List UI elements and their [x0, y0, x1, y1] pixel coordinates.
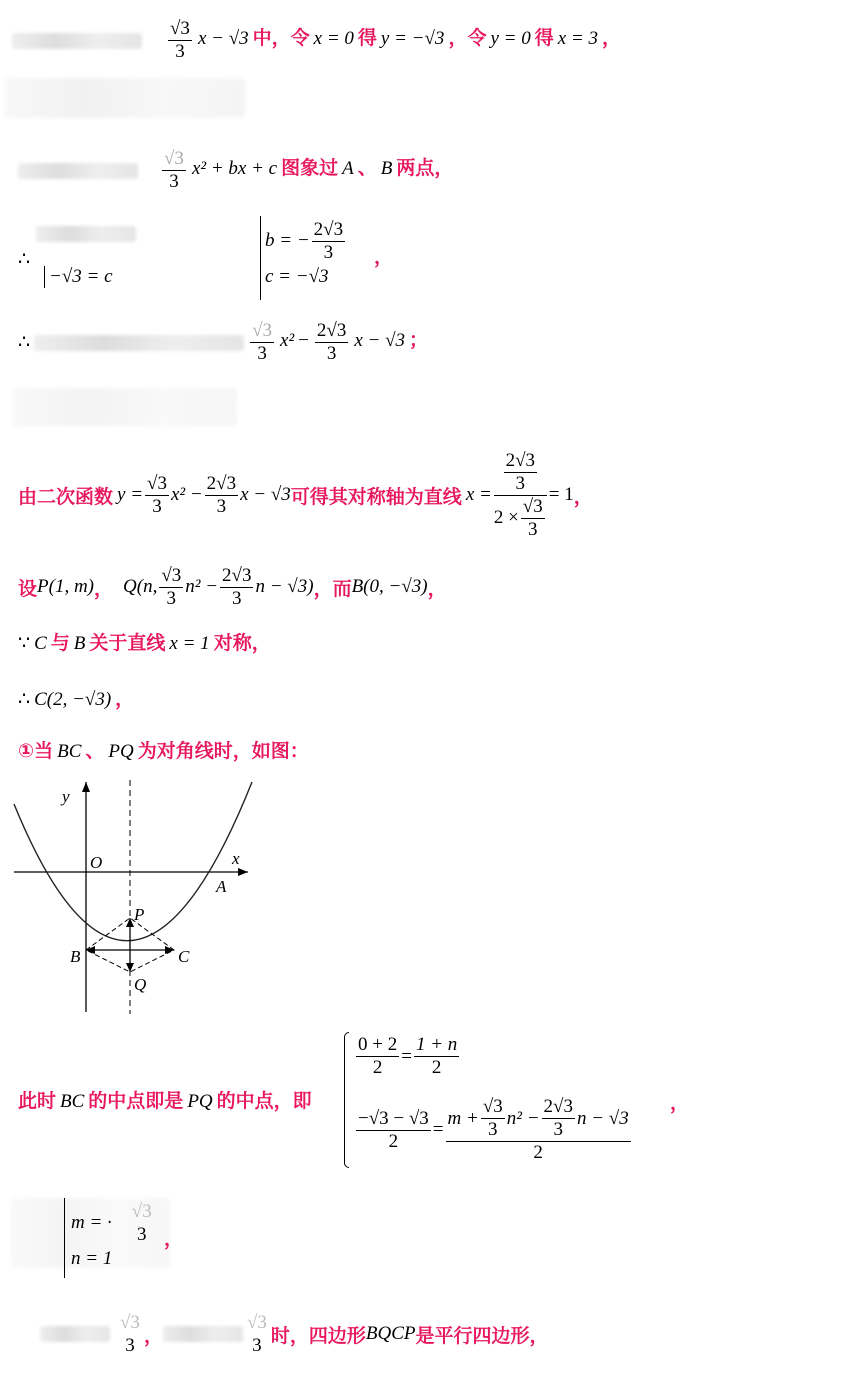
text: ，令	[448, 27, 487, 50]
text: ，	[115, 688, 135, 710]
label-x: x	[232, 849, 240, 868]
blurred-text	[163, 1326, 243, 1342]
math: BC	[57, 741, 82, 762]
arrow-p	[126, 918, 134, 927]
line-7	[18, 628, 818, 656]
math: x² −	[170, 484, 203, 505]
math: m = ·	[71, 1212, 112, 1233]
therefore: ∴	[18, 689, 31, 710]
because: ∵	[18, 633, 31, 654]
math: x² + bx + c	[191, 158, 278, 180]
compound-fraction: $\frac{2√3}{3}$ 2 × $\frac{√3}{3}$	[494, 450, 547, 541]
text: 对称，	[213, 632, 271, 654]
math: x − √3	[240, 484, 291, 505]
line-4	[18, 320, 838, 380]
parabola-figure	[10, 776, 270, 1020]
line-8	[18, 684, 418, 712]
text: ，	[374, 246, 394, 268]
label-p: P	[134, 905, 145, 924]
line-11	[10, 1194, 410, 1284]
label-q: Q	[134, 975, 147, 994]
math: B	[73, 633, 86, 654]
text: 图象过	[281, 157, 339, 180]
text: 是平行四边形，	[415, 1324, 549, 1347]
x-axis-arrow	[238, 868, 248, 876]
math: y = 0	[490, 28, 531, 50]
text: 关于直线	[89, 632, 166, 654]
math: x = 1	[169, 633, 210, 654]
label-o: O	[90, 853, 103, 872]
equation-row-1: $\frac{0 + 2}{2}$ = $\frac{1 + n}{2}$	[358, 1034, 458, 1078]
math: x − √3	[354, 330, 406, 352]
math: n² −	[185, 576, 219, 597]
y-axis-arrow	[82, 782, 90, 792]
fraction-blurred: $\frac{√3}{3}$	[164, 148, 184, 192]
parabola-curve	[14, 782, 252, 941]
math: PQ	[108, 741, 134, 762]
math: B	[380, 158, 393, 180]
math: PQ	[187, 1091, 213, 1112]
therefore: ∴	[18, 249, 31, 270]
text: 的中点，即	[216, 1090, 312, 1112]
text: 为对角线时，如图：	[137, 740, 309, 762]
fraction: √3 3	[161, 564, 182, 609]
text: 中，令	[252, 27, 310, 50]
line-10	[18, 1030, 848, 1170]
blurred-region	[12, 388, 237, 426]
fraction: $\frac{2√3}{3}$	[316, 320, 347, 364]
math: −	[298, 330, 309, 352]
text: ，	[427, 577, 447, 600]
math: A	[342, 158, 354, 180]
math: b = −	[265, 230, 310, 251]
text: 此时	[18, 1090, 57, 1112]
text: 得	[357, 27, 377, 50]
math: BC	[60, 1091, 85, 1112]
fraction-blurred: $\frac{√3}{3}$	[252, 320, 273, 364]
therefore: ∴	[18, 332, 31, 353]
label-c: C	[178, 947, 190, 966]
blurred-region	[5, 78, 245, 118]
blurred-text	[34, 335, 244, 351]
text: 的中点即是	[88, 1090, 184, 1112]
text: ，	[164, 1228, 184, 1250]
text: 由二次函数	[18, 485, 114, 508]
blurred-text	[40, 1326, 110, 1342]
label-b: B	[70, 947, 81, 966]
math: −√3 = c	[44, 266, 113, 288]
math: = 1	[548, 484, 574, 505]
text: ，而	[313, 577, 352, 600]
text: 、	[357, 157, 377, 180]
math: n = 1	[71, 1248, 113, 1269]
label-a: A	[216, 877, 227, 896]
text: ，	[670, 1092, 690, 1114]
equation-row-2: $\frac{-√3 - √3}{2}$ = m + $\frac{√3}{3}$ n² − $\frac{2√3}{3}$ n − √3 2	[358, 1096, 629, 1163]
text: 时，四边形	[270, 1324, 366, 1347]
fraction: $\frac{√3}{3}$	[147, 472, 167, 517]
text: 、	[85, 740, 105, 762]
blurred-text	[18, 163, 138, 179]
fraction: $\frac{2√3}{3}$	[313, 218, 344, 263]
math: x =	[465, 484, 492, 505]
solution-system	[260, 216, 347, 300]
solution-system: m = · √3 3 n = 1	[64, 1198, 156, 1278]
math: C(2, −√3)	[34, 689, 112, 710]
line-12: √3 3 ， √3 3 时，四边形 BQCP 是平行四边形，	[40, 1304, 840, 1364]
line-1-math: x − √3	[197, 28, 249, 50]
math: x²	[280, 330, 295, 352]
text: ，	[143, 1324, 163, 1347]
math: Q(n,	[123, 576, 158, 597]
text: ，	[602, 27, 622, 50]
fraction-sqrt3-over-3: $\frac{√3}{3}$	[170, 18, 190, 62]
text: 两点，	[396, 157, 454, 180]
line-6	[18, 558, 848, 616]
fraction: $\frac{2√3}{3}$	[222, 564, 252, 609]
math: y = −√3	[380, 28, 445, 50]
line-9	[18, 736, 518, 764]
math: n − √3)	[255, 576, 314, 597]
line-5	[18, 440, 848, 550]
math: c = −√3	[265, 266, 329, 287]
fraction: $\frac{2√3}{3}$	[206, 472, 237, 517]
math: C	[34, 633, 47, 654]
text: ，	[573, 485, 593, 508]
math: x = 0	[313, 28, 354, 50]
text: 与	[50, 632, 70, 654]
text: ，	[94, 577, 114, 600]
text: ①当	[18, 740, 54, 762]
text: 得	[534, 27, 554, 50]
math: P(1, m)	[37, 576, 94, 597]
text: 可得其对称轴为直线	[290, 485, 462, 508]
line-3	[18, 212, 418, 302]
text: 设	[18, 577, 38, 600]
math: BQCP	[365, 1323, 416, 1344]
line-2	[18, 148, 838, 192]
left-brace	[344, 1032, 349, 1168]
text: ；	[409, 329, 429, 352]
math: y =	[117, 484, 144, 505]
label-y: y	[62, 787, 70, 806]
math: x = 3	[557, 28, 598, 50]
math: B(0, −√3)	[351, 576, 428, 597]
line-1	[12, 18, 842, 68]
blurred-text	[12, 33, 142, 49]
